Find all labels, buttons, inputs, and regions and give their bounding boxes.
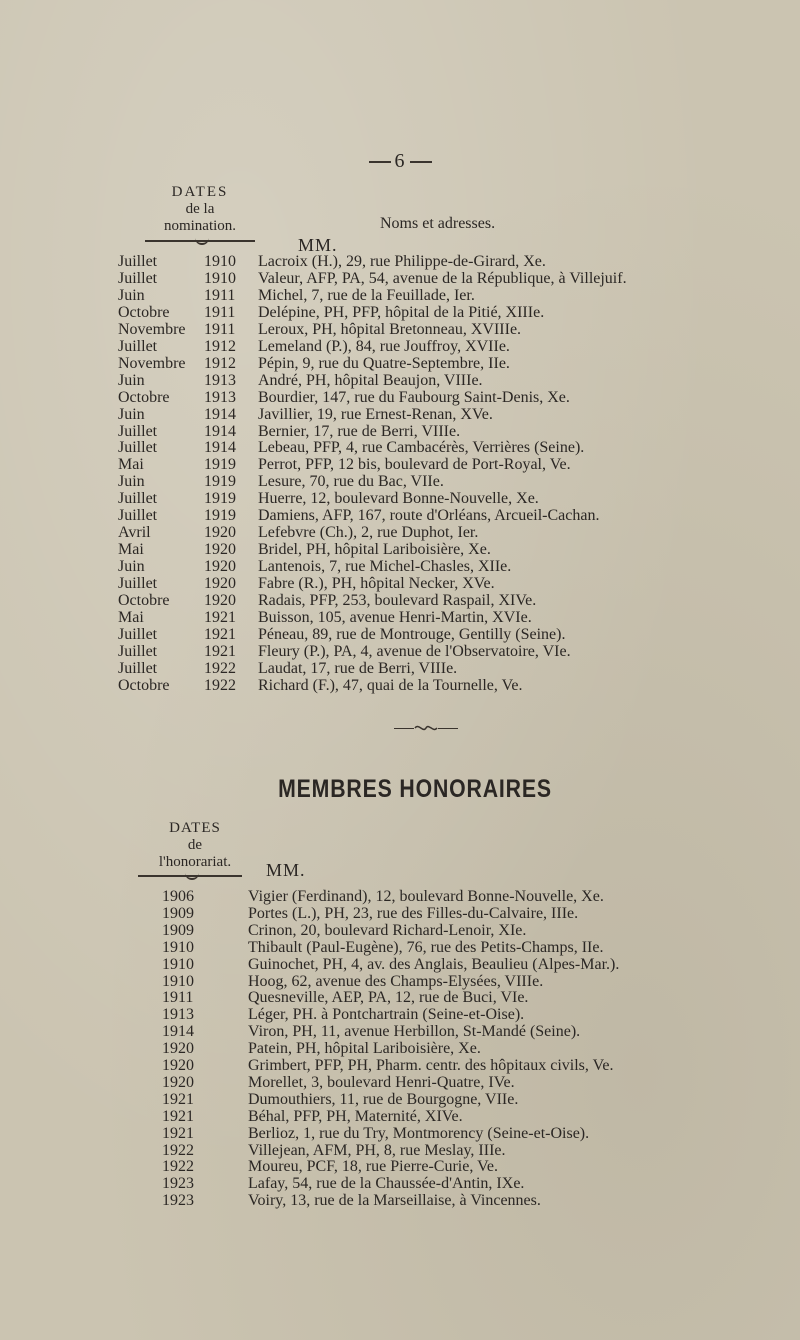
- mm-label: MM.: [298, 235, 338, 255]
- nomination-year: 1911: [204, 286, 236, 304]
- member-entry: Lantenois, 7, rue Michel-Chasles, XIIe.: [258, 558, 512, 576]
- honorary-entry: Thibault (Paul-Eugène), 76, rue des Petits-Champs, IIe.: [248, 938, 604, 956]
- nomination-year: 1921: [204, 625, 236, 643]
- nomination-month: Juillet: [118, 337, 158, 355]
- nomination-year: 1922: [204, 676, 236, 694]
- nomination-year: 1911: [204, 303, 236, 321]
- honorary-entry: Grimbert, PFP, PH, Pharm. centr. des hôpitaux civils, Ve.: [248, 1057, 614, 1074]
- honorariat-year: 1921: [162, 1090, 194, 1108]
- honorary-mm-label: MM.: [266, 860, 306, 880]
- honorariat-year: 1923: [162, 1192, 194, 1210]
- nomination-month: Juin: [118, 558, 145, 576]
- nomination-year: 1920: [204, 575, 236, 593]
- nomination-year: 1910: [204, 269, 236, 287]
- member-entry: Péneau, 89, rue de Montrouge, Gentilly (Seine).: [258, 625, 566, 643]
- member-entry: Lacroix (H.), 29, rue Philippe-de-Girard, Xe.: [258, 253, 546, 270]
- nomination-year: 1921: [204, 608, 236, 626]
- member-entry: Huerre, 12, boulevard Bonne-Nouvelle, Xe.: [258, 490, 539, 508]
- nomination-month: Novembre: [118, 320, 186, 338]
- honorary-entry: Berlioz, 1, rue du Try, Montmorency (Seine-et-Oise).: [248, 1124, 590, 1142]
- nomination-year: 1919: [204, 473, 236, 491]
- member-entry: Leroux, PH, hôpital Bretonneau, XVIIIe.: [258, 320, 522, 338]
- nomination-year: 1913: [204, 388, 236, 406]
- member-entry: Fabre (R.), PH, hôpital Necker, XVe.: [258, 575, 495, 593]
- member-entry: Perrot, PFP, 12 bis, boulevard de Port-Royal, Ve.: [258, 456, 571, 474]
- member-entry: Javillier, 19, rue Ernest-Renan, XVe.: [258, 405, 493, 423]
- member-entry: Damiens, AFP, 167, route d'Orléans, Arcueil-Cachan.: [258, 507, 600, 525]
- nomination-month: Juin: [118, 473, 145, 491]
- honorary-entry: Léger, PH. à Pontchartrain (Seine-et-Oise).: [248, 1006, 525, 1024]
- section-title: MEMBRES HONORAIRES: [278, 775, 552, 803]
- nomination-year: 1914: [204, 405, 236, 423]
- names-header: Noms et adresses.: [380, 215, 496, 232]
- nomination-month: Octobre: [118, 676, 170, 694]
- honorary-entry: Viron, PH, 11, avenue Herbillon, St-Mandé (Seine).: [248, 1023, 581, 1041]
- member-entry: Bridel, PH, hôpital Lariboisière, Xe.: [258, 541, 491, 559]
- member-entry: André, PH, hôpital Beaujon, VIIIe.: [258, 371, 483, 389]
- nomination-year: 1922: [204, 659, 236, 677]
- honorariat-year: 1906: [162, 888, 194, 905]
- nomination-month: Octobre: [118, 388, 170, 406]
- honorariat-year: 1913: [162, 1006, 194, 1024]
- section-ornament: [394, 726, 458, 732]
- nomination-month: Juin: [118, 371, 145, 389]
- member-entry: Michel, 7, rue de la Feuillade, Ier.: [258, 286, 475, 304]
- honorary-entry: Quesneville, AEP, PA, 12, rue de Buci, VIe.: [248, 989, 529, 1007]
- nomination-month: Octobre: [118, 592, 170, 609]
- nomination-year: 1914: [204, 439, 236, 457]
- nomination-year: 1919: [204, 490, 236, 508]
- honorariat-year: 1920: [162, 1057, 194, 1074]
- nomination-month: Juillet: [118, 253, 158, 270]
- nomination-month: Avril: [118, 524, 151, 542]
- nomination-month: Mai: [118, 608, 144, 626]
- nomination-year: 1919: [204, 507, 236, 525]
- nomination-year: 1912: [204, 354, 236, 372]
- nomination-year: 1920: [204, 541, 236, 559]
- member-entry: Lefebvre (Ch.), 2, rue Duphot, Ier.: [258, 524, 479, 542]
- honorariat-year: 1910: [162, 972, 194, 990]
- honorary-entry: Portes (L.), PH, 23, rue des Filles-du-Calvaire, IIIe.: [248, 904, 579, 922]
- nomination-year: 1911: [204, 320, 236, 338]
- honorary-entry: Voiry, 13, rue de la Marseillaise, à Vincennes.: [248, 1192, 541, 1210]
- member-entry: Bernier, 17, rue de Berri, VIIIe.: [258, 422, 461, 440]
- nomination-year: 1920: [204, 524, 236, 542]
- member-entry: Fleury (P.), PA, 4, avenue de l'Observatoire, VIe.: [258, 642, 571, 660]
- nomination-month: Juillet: [118, 422, 158, 440]
- honorariat-year: 1911: [162, 989, 194, 1007]
- honorariat-year: 1914: [162, 1023, 194, 1041]
- nomination-month: Juillet: [118, 659, 158, 677]
- honorariat-year: 1910: [162, 938, 194, 956]
- nomination-month: Juillet: [118, 625, 158, 643]
- nomination-month: Juillet: [118, 575, 158, 593]
- honorariat-year: 1920: [162, 1040, 194, 1058]
- nomination-year: 1912: [204, 337, 236, 355]
- nomination-month: Juin: [118, 405, 145, 423]
- nomination-year: 1920: [204, 558, 236, 576]
- member-entry: Radais, PFP, 253, boulevard Raspail, XIVe.: [258, 592, 537, 609]
- honorariat-year: 1922: [162, 1141, 194, 1159]
- honorary-entry: Morellet, 3, boulevard Henri-Quatre, IVe.: [248, 1073, 515, 1091]
- nomination-month: Juillet: [118, 642, 158, 660]
- honorary-dates-header: DATES de l'honorariat.: [158, 820, 232, 870]
- honorariat-year: 1910: [162, 955, 194, 973]
- member-entry: Valeur, AFP, PA, 54, avenue de la République, à Villejuif.: [258, 269, 627, 287]
- honorary-entry: Guinochet, PH, 4, av. des Anglais, Beaulieu (Alpes-Mar.).: [248, 955, 620, 973]
- honorary-entry: Béhal, PFP, PH, Maternité, XIVe.: [248, 1107, 463, 1125]
- honorariat-year: 1923: [162, 1175, 194, 1193]
- nomination-year: 1919: [204, 456, 236, 474]
- nomination-year: 1913: [204, 371, 236, 389]
- nomination-month: Octobre: [118, 303, 170, 321]
- honorary-entry: Dumouthiers, 11, rue de Bourgogne, VIIe.: [248, 1090, 519, 1108]
- honorariat-year: 1920: [162, 1073, 194, 1091]
- nomination-month: Juillet: [118, 269, 158, 287]
- honorariat-year: 1921: [162, 1124, 194, 1142]
- honorary-entry: Moureu, PCF, 18, rue Pierre-Curie, Ve.: [248, 1158, 498, 1176]
- member-entry: Pépin, 9, rue du Quatre-Septembre, IIe.: [258, 354, 510, 372]
- nomination-year: 1914: [204, 422, 236, 440]
- nomination-year: 1920: [204, 592, 236, 609]
- honorariat-year: 1922: [162, 1158, 194, 1176]
- honorariat-year: 1909: [162, 904, 194, 922]
- nomination-year: 1910: [204, 253, 236, 270]
- nomination-month: Juillet: [118, 439, 158, 457]
- nomination-month: Mai: [118, 456, 144, 474]
- nomination-month: Novembre: [118, 354, 186, 372]
- honorary-entry: Patein, PH, hôpital Lariboisière, Xe.: [248, 1040, 481, 1058]
- nomination-month: Juillet: [118, 490, 158, 508]
- member-entry: Laudat, 17, rue de Berri, VIIIe.: [258, 659, 458, 677]
- honorary-entry: Crinon, 20, boulevard Richard-Lenoir, XIe.: [248, 921, 527, 939]
- member-entry: Lesure, 70, rue du Bac, VIIe.: [258, 473, 444, 491]
- member-entry: Richard (F.), 47, quai de la Tournelle, Ve.: [258, 676, 523, 694]
- honorariat-year: 1909: [162, 921, 194, 939]
- honorary-entry: Lafay, 54, rue de la Chaussée-d'Antin, IXe.: [248, 1175, 525, 1193]
- honorary-entry: Vigier (Ferdinand), 12, boulevard Bonne-Nouvelle, Xe.: [248, 888, 604, 905]
- honorary-swash-rule: [138, 875, 242, 879]
- honorary-entry: Hoog, 62, avenue des Champs-Elysées, VIIIe.: [248, 972, 544, 990]
- member-entry: Lemeland (P.), 84, rue Jouffroy, XVIIe.: [258, 337, 510, 355]
- nomination-month: Juin: [118, 286, 145, 304]
- member-entry: Bourdier, 147, rue du Faubourg Saint-Denis, Xe.: [258, 388, 570, 406]
- dates-header: DATES de la nomination.: [163, 184, 237, 234]
- member-entry: Delépine, PH, PFP, hôpital de la Pitié, XIIIe.: [258, 303, 545, 321]
- honorariat-year: 1921: [162, 1107, 194, 1125]
- nomination-month: Mai: [118, 541, 144, 559]
- page-number: 6: [0, 150, 800, 173]
- member-entry: Buisson, 105, avenue Henri-Martin, XVIe.: [258, 608, 532, 626]
- honorary-entry: Villejean, AFM, PH, 8, rue Meslay, IIIe.: [248, 1141, 506, 1159]
- member-entry: Lebeau, PFP, 4, rue Cambacérès, Verrières (Seine).: [258, 439, 585, 457]
- nomination-month: Juillet: [118, 507, 158, 525]
- header-swash-rule: [145, 240, 255, 244]
- nomination-year: 1921: [204, 642, 236, 660]
